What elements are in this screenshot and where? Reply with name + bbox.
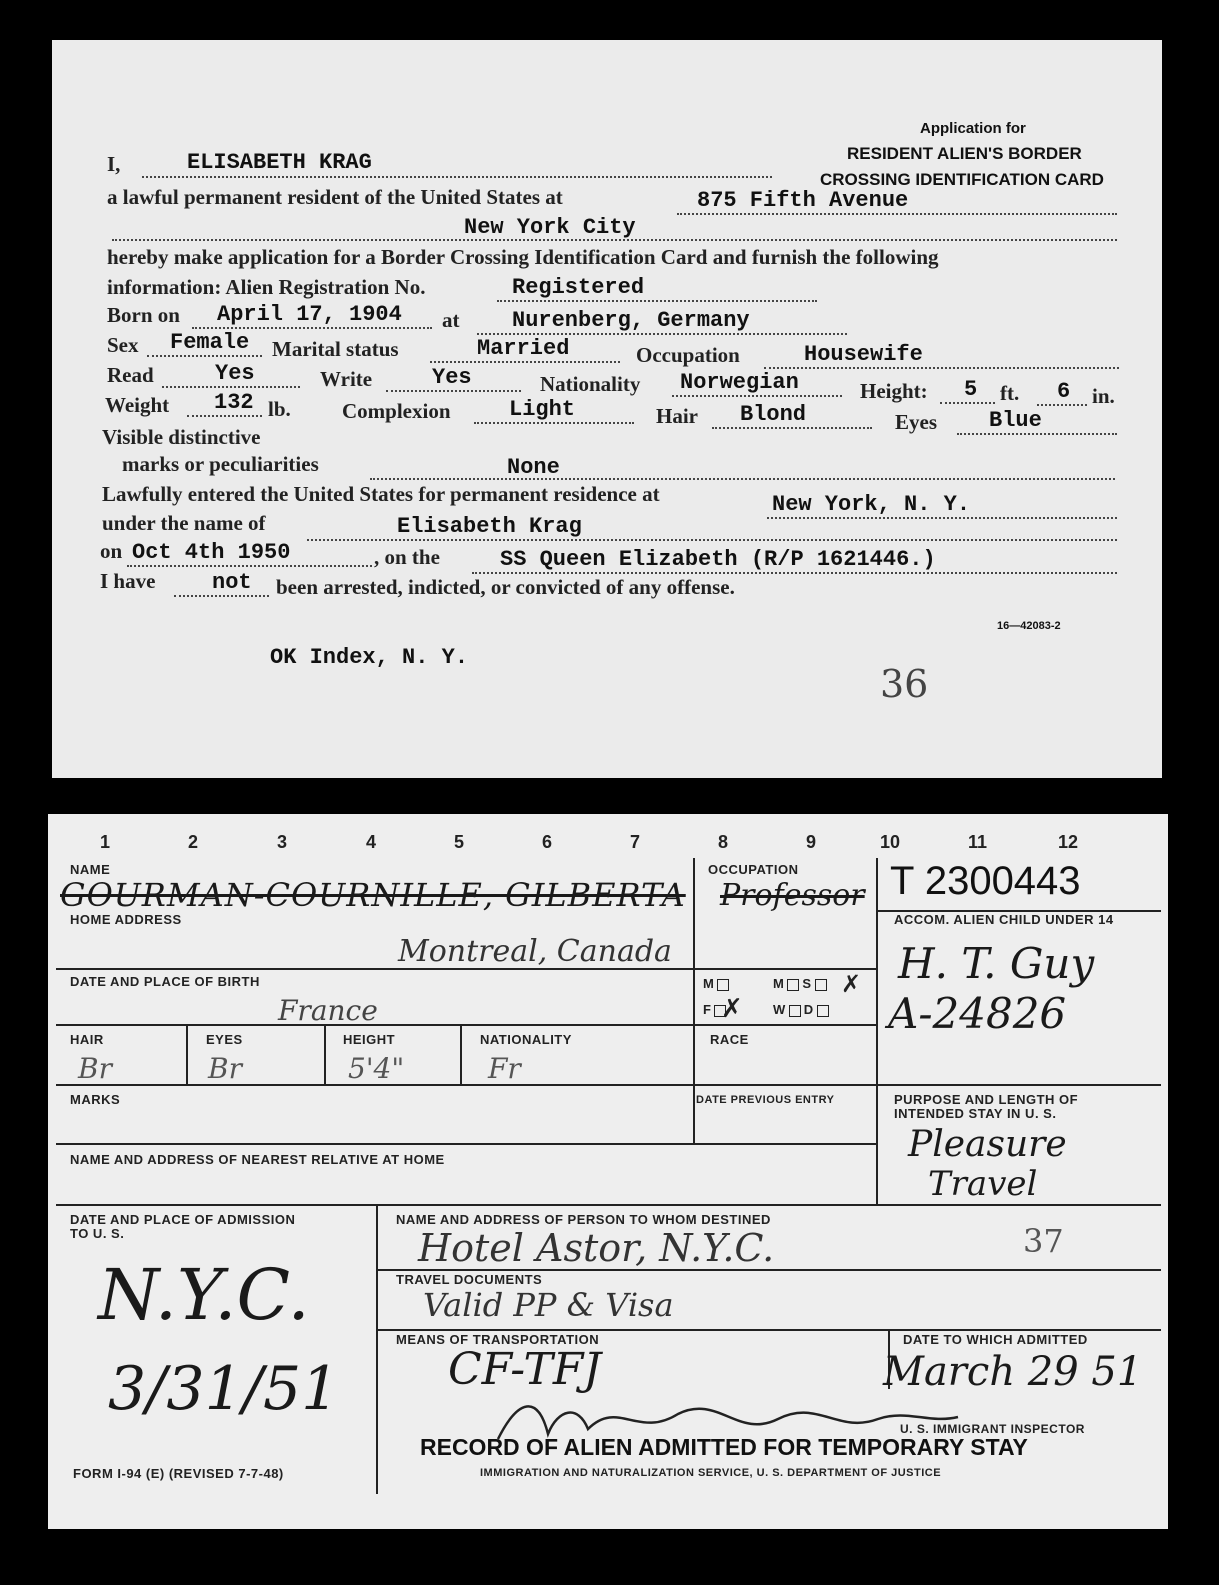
height-inches-rule xyxy=(1037,404,1087,406)
marks-value: None xyxy=(507,455,560,480)
height-value: 5'4" xyxy=(348,1052,405,1085)
column-number: 12 xyxy=(1058,832,1079,852)
entry-name-rule xyxy=(307,539,1117,541)
birth-date: April 17, 1904 xyxy=(217,302,402,327)
i94-record-card xyxy=(48,814,1168,1529)
travel-docs-value: Valid PP & Visa xyxy=(423,1286,674,1324)
birth-place-rule xyxy=(477,333,847,335)
column-number: 4 xyxy=(366,832,377,852)
entry-place-rule xyxy=(767,517,1117,519)
alien-reg-rule xyxy=(497,300,817,302)
record-title: RECORD OF ALIEN ADMITTED FOR TEMPORARY STAY xyxy=(420,1434,1028,1460)
nationality-rule xyxy=(672,395,842,397)
destined-value: Hotel Astor, N.Y.C. xyxy=(418,1226,775,1270)
eyes-value: Blue xyxy=(989,408,1042,433)
resident-label: a lawful permanent resident of the United States at xyxy=(107,185,563,209)
relative-label: NAME AND ADDRESS OF NEAREST RELATIVE AT HOME xyxy=(70,1152,445,1167)
destined-label: NAME AND ADDRESS OF PERSON TO WHOM DESTINED xyxy=(396,1212,771,1227)
under-name-label: under the name of xyxy=(102,511,266,535)
inspector-label: U. S. IMMIGRANT INSPECTOR xyxy=(900,1422,1085,1436)
divider xyxy=(324,1024,326,1084)
address-rule-2 xyxy=(112,239,1117,241)
arrest-status: not xyxy=(212,570,252,595)
marital-value: Married xyxy=(477,336,570,361)
weight-label: Weight xyxy=(105,393,170,417)
nationality-label: NATIONALITY xyxy=(480,1032,572,1047)
race-label: RACE xyxy=(710,1032,749,1047)
in-label: in. xyxy=(1092,384,1115,408)
hair-rule xyxy=(712,427,872,429)
applicant-name: ELISABETH KRAG xyxy=(187,150,372,175)
admission-date: 3/31/51 xyxy=(108,1354,340,1424)
weight-value: 132 xyxy=(214,390,254,415)
record-subtitle: IMMIGRATION AND NATURALIZATION SERVICE, U. S. DEPARTMENT OF JUSTICE xyxy=(480,1467,942,1479)
address-line1: 875 Fifth Avenue xyxy=(697,188,909,213)
eyes-value: Br xyxy=(208,1052,242,1085)
column-number: 7 xyxy=(630,832,641,852)
hair-value: Br xyxy=(78,1052,112,1085)
height-inches: 6 xyxy=(1057,379,1071,404)
address-rule-1 xyxy=(677,213,1117,215)
entry-date-rule xyxy=(127,565,372,567)
divider xyxy=(56,1024,876,1026)
entry-name: Elisabeth Krag xyxy=(397,514,582,539)
home-address-value: Montreal, Canada xyxy=(398,934,672,969)
entry-place: New York, N. Y. xyxy=(772,492,971,517)
i-have-label: I have xyxy=(100,569,156,593)
hair-label: HAIR xyxy=(70,1032,104,1047)
occupation-label: Occupation xyxy=(636,343,740,367)
purpose-value-2: Travel xyxy=(928,1164,1038,1204)
i-label: I, xyxy=(107,152,121,176)
height-label: Height: xyxy=(860,379,928,403)
weight-rule xyxy=(187,415,262,417)
on-the-label: , on the xyxy=(374,545,440,569)
eyes-label: Eyes xyxy=(895,410,937,434)
marks-label-2: marks or peculiarities xyxy=(122,452,319,476)
complexion-value: Light xyxy=(509,397,576,422)
sex-checkbox-m: M xyxy=(703,976,732,991)
column-number: 6 xyxy=(542,832,553,852)
marital-checkbox-wd: W D xyxy=(773,1002,832,1017)
column-number: 3 xyxy=(277,832,288,852)
alien-registration-number: Registered xyxy=(512,275,645,300)
dob-label: DATE AND PLACE OF BIRTH xyxy=(70,974,260,989)
admitted-to-label: DATE TO WHICH ADMITTED xyxy=(903,1332,1088,1347)
application-text-1: hereby make application for a Border Crossing Identification Card and furnish the following xyxy=(107,245,939,269)
marks-label: MARKS xyxy=(70,1092,121,1107)
card-number: T 2300443 xyxy=(890,859,1081,903)
complexion-label: Complexion xyxy=(342,399,451,423)
column-number: 2 xyxy=(188,832,199,852)
accom-line2: A-24826 xyxy=(888,989,1067,1038)
entry-date: Oct 4th 1950 xyxy=(132,540,291,565)
admission-label-2: TO U. S. xyxy=(70,1226,125,1241)
column-number: 1 xyxy=(100,832,111,852)
dob-value: France xyxy=(278,994,378,1027)
write-label: Write xyxy=(320,367,373,391)
border-crossing-application-card xyxy=(52,40,1162,778)
nationality-value: Norwegian xyxy=(680,370,799,395)
divider xyxy=(376,1204,378,1494)
hair-value: Blond xyxy=(740,402,807,427)
column-number: 5 xyxy=(454,832,465,852)
occupation-label: OCCUPATION xyxy=(708,862,799,877)
column-number: 11 xyxy=(968,832,988,852)
at-label: at xyxy=(442,308,460,332)
write-value: Yes xyxy=(432,365,472,390)
read-rule xyxy=(162,386,300,388)
marital-label: Marital status xyxy=(272,337,399,361)
divider xyxy=(186,1024,188,1084)
marital-rule xyxy=(430,361,620,363)
lb-label: lb. xyxy=(268,397,291,421)
divider xyxy=(693,858,695,1143)
nationality-value: Fr xyxy=(488,1052,521,1085)
ok-index: OK Index, N. Y. xyxy=(270,645,469,670)
form-code: 16—42083-2 xyxy=(997,620,1061,632)
born-on-label: Born on xyxy=(107,303,180,327)
application-text-2: information: Alien Registration No. xyxy=(107,275,426,299)
sex-value: Female xyxy=(170,330,250,355)
write-rule xyxy=(386,390,521,392)
nationality-label: Nationality xyxy=(540,372,641,396)
divider xyxy=(56,1084,876,1086)
column-number: 8 xyxy=(718,832,729,852)
arrest-text: been arrested, indicted, or convicted of any offense. xyxy=(276,575,735,599)
header-resident-alien: RESIDENT ALIEN'S BORDER xyxy=(847,144,1082,163)
sex-checkbox-f: F ✗ xyxy=(703,994,744,1024)
address-line2: New York City xyxy=(464,215,636,240)
name-rule xyxy=(142,176,772,178)
arrest-rule xyxy=(174,595,269,597)
occupation-rule xyxy=(764,367,1119,369)
travel-docs-label: TRAVEL DOCUMENTS xyxy=(396,1272,543,1287)
name-label: NAME xyxy=(70,862,111,877)
on-label: on xyxy=(100,539,123,563)
accom-line1: H. T. Guy xyxy=(898,939,1095,988)
header-crossing-id-card: CROSSING IDENTIFICATION CARD xyxy=(820,170,1104,189)
height-feet-rule xyxy=(940,402,995,404)
entered-label: Lawfully entered the United States for permanent residence at xyxy=(102,482,660,506)
form-label: FORM I-94 (E) (REVISED 7-7-48) xyxy=(73,1466,284,1481)
complexion-rule xyxy=(474,422,634,424)
sex-rule xyxy=(147,355,262,357)
birth-place: Nurenberg, Germany xyxy=(512,308,750,333)
height-label: HEIGHT xyxy=(343,1032,396,1047)
column-number: 10 xyxy=(880,832,901,852)
header-application-for: Application for xyxy=(920,120,1026,137)
accom-label: ACCOM. ALIEN CHILD UNDER 14 xyxy=(894,912,1114,927)
marks-rule xyxy=(370,478,1115,480)
admission-place: N.Y.C. xyxy=(98,1254,310,1336)
purpose-label-2: INTENDED STAY IN U. S. xyxy=(894,1106,1057,1121)
occupation-value: Housewife xyxy=(804,342,923,367)
height-feet: 5 xyxy=(964,377,978,402)
birth-date-rule xyxy=(192,327,432,329)
divider xyxy=(56,1143,876,1145)
read-value: Yes xyxy=(215,361,255,386)
admitted-to-value: March 29 51 xyxy=(883,1349,1143,1395)
stamp-number-2: 37 xyxy=(1023,1222,1064,1260)
divider xyxy=(460,1024,462,1084)
occupation-value: Professor xyxy=(720,878,865,913)
transport-label: MEANS OF TRANSPORTATION xyxy=(396,1332,600,1347)
admission-label-1: DATE AND PLACE OF ADMISSION xyxy=(70,1212,296,1227)
column-number: 9 xyxy=(806,832,817,852)
marks-label-1: Visible distinctive xyxy=(102,425,261,449)
divider xyxy=(56,1204,1161,1206)
name-value: GOURMAN-COURNILLE, GILBERTA xyxy=(60,876,686,914)
purpose-label-1: PURPOSE AND LENGTH OF xyxy=(894,1092,1079,1107)
ft-label: ft. xyxy=(1000,381,1020,405)
vessel-rule xyxy=(472,572,1117,574)
divider xyxy=(376,1329,1161,1331)
stamp-number: 36 xyxy=(880,662,929,706)
eyes-rule xyxy=(957,433,1117,435)
marital-checkbox-ms: M S ✗ xyxy=(773,970,862,998)
sex-label: Sex xyxy=(107,333,139,357)
hair-label: Hair xyxy=(656,404,698,428)
vessel: SS Queen Elizabeth (R/P 1621446.) xyxy=(500,547,936,572)
divider xyxy=(876,1084,1161,1086)
eyes-label: EYES xyxy=(206,1032,243,1047)
transport-value: CF-TFJ xyxy=(448,1344,602,1395)
read-label: Read xyxy=(107,363,154,387)
home-address-label: HOME ADDRESS xyxy=(70,912,182,927)
purpose-value-1: Pleasure xyxy=(908,1124,1067,1165)
date-previous-entry-label: DATE PREVIOUS ENTRY xyxy=(696,1094,835,1106)
